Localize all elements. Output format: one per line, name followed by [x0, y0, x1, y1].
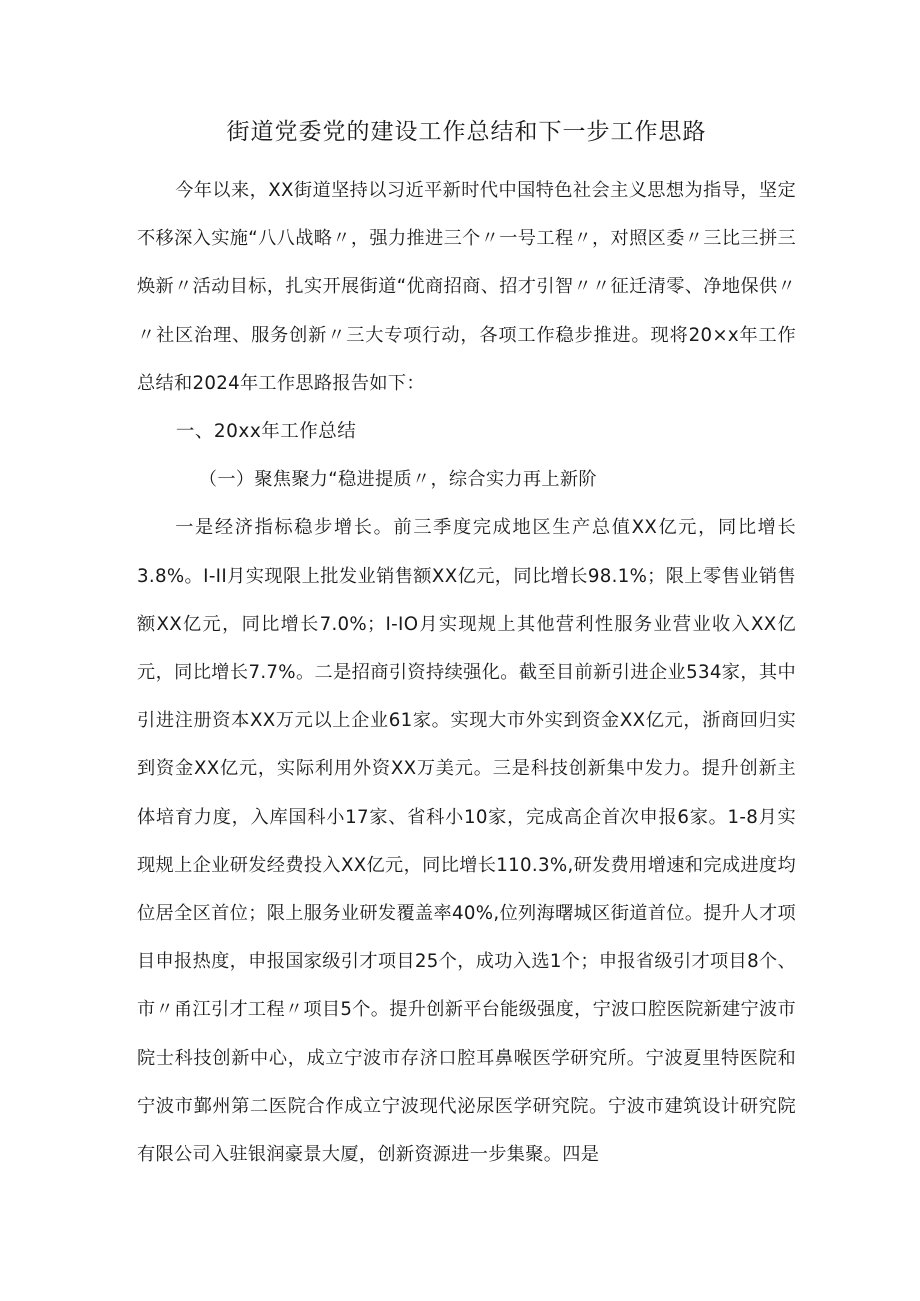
- document-title: 街道党委党的建设工作总结和下一步工作思路: [226, 119, 707, 145]
- document-body: [137, 167, 796, 1179]
- section-heading-1: 一、20xx年工作总结: [175, 421, 357, 443]
- subsection-heading-1: （一）聚焦聚力“稳进提质〃，综合实力再上新阶: [198, 469, 597, 491]
- intro-paragraph: 今年以来，XX街道坚持以习近平新时代中国特色社会主义思想为指导，坚定不移深入实施“八八战略〃，强力推进三个〃一号工程〃，对照区委〃三比三拼三焕新〃活动目标，扎实开展街道“优商招商、招才引智〃〃征迁清零、净地保供〃〃社区治理、服务创新〃三大专项行动，各项工作稳步推进。现将20×x年工作总结和2024年工作思路报告如下：: [137, 180, 796, 394]
- body-paragraph-1: 一是经济指标稳步增长。前三季度完成地区生产总值XX亿元，同比增长3.8%。I-II月实现限上批发业销售额XX亿元，同比增长98.1%；限上零售业销售额XX亿元，同比增长7.0%；I-IO月实现规上其他营利性服务业营业收入XX亿元，同比增长7.7%。二是招商引资持续强化。截至目前新引进企业534家，其中引进注册资本XX万元以上企业61家。实现大市外实到资金XX亿元，浙商回归实到资金XX亿元，实际利用外资XX万美元。三是科技创新集中发力。提升创新主体培育力度，入库国科小17家、省科小10家，完成高企首次申报6家。1-8月实现规上企业研发经费投入XX亿元，同比增长110.3%,研发费用增速和完成进度均位居全区首位；限上服务业研发覆盖率40%,位列海曙城区街道首位。提升人才项目申报热度，申报国家级引才项目25个，成功入选1个；申报省级引才项目8个、市〃甬江引才工程〃项目5个。提升创新平台能级强度，宁波口腔医院新建宁波市院士科技创新中心，成立宁波市存济口腔耳鼻喉医学研究所。宁波夏里特医院和宁波市鄞州第二医院合作成立宁波现代泌尿医学研究院。宁波市建筑设计研究院有限公司入驻银润豪景大厦，创新资源进一步集聚。四是: [137, 517, 796, 1166]
